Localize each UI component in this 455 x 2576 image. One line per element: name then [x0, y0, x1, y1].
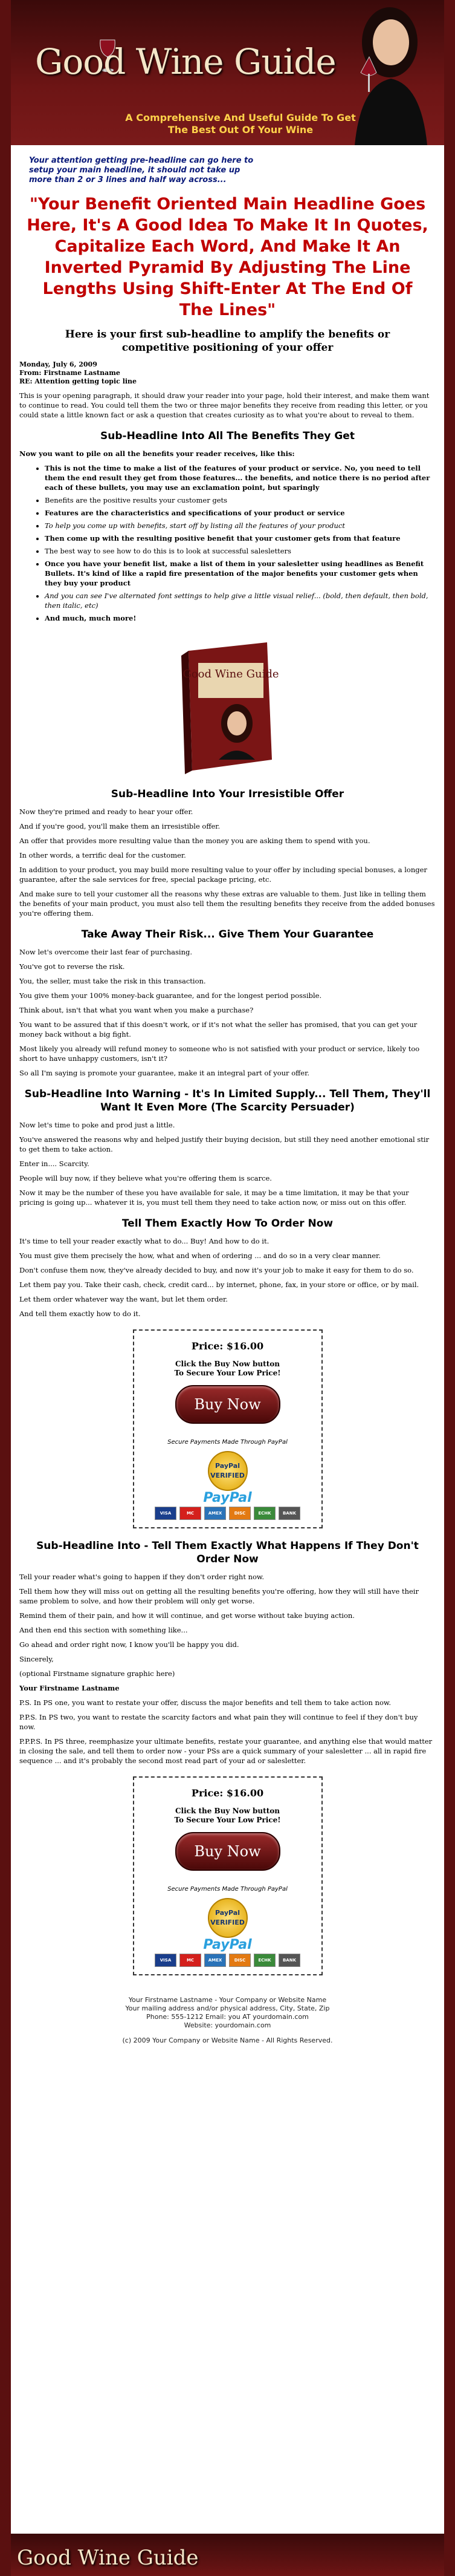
contact-website[interactable]: Website: yourdomain.com: [184, 2021, 271, 2029]
body-paragraph: It's time to tell your reader exactly what to do... Buy! And how to do it.: [19, 1237, 269, 1245]
benefit-bullet: • To help you come up with benefits, start off by listing all the features of your product: [45, 521, 436, 530]
buy-now-button[interactable]: Buy Now: [175, 1385, 280, 1424]
offer-subheadline: Sub-Headline Into Your Irresistible Offer: [111, 788, 344, 800]
scarcity-subheadline: Sub-Headline Into Warning - It's In Limited Supply... Tell Them, They'll Want It Even More (The Scarcity Persuader): [24, 1088, 431, 1114]
benefits-subheadline: Sub-Headline Into All The Benefits They Get: [100, 430, 355, 442]
benefit-bullet: • The best way to see how to do this is to look at successful salesletters: [45, 546, 436, 556]
body-paragraph: And if you're good, you'll make them an irresistible offer.: [19, 822, 221, 830]
guarantee-subheadline: Take Away Their Risk... Give Them Your Guarantee: [81, 928, 374, 941]
body-paragraph: Now they're primed and ready to hear your offer.: [19, 807, 193, 816]
sales-letter: [11, 152, 444, 2046]
main-headline: "Your Benefit Oriented Main Headline Goes Here, It's A Good Idea To Make It In Quotes, Capitalize Each Word, And Make It An Inverted Pyramid By Adjusting The Line Lengths Using Shift-Enter At The End Of The Lines": [27, 195, 428, 319]
body-paragraph: Tell your reader what's going to happen if they don't order right now.: [19, 1573, 265, 1581]
body-paragraph: An offer that provides more resulting value than the money you are asking them to spend with you.: [19, 836, 370, 845]
postscript: P.S. In PS one, you want to restate your offer, discuss the major benefits and tell them to take action now.: [19, 1698, 392, 1707]
paypal-logo-pay: Pay: [203, 1937, 230, 1952]
body-paragraph: And tell them exactly how to do it.: [19, 1309, 141, 1318]
paypal-logo: [134, 1937, 321, 1952]
footer-banner: [11, 2534, 444, 2576]
order-instructions: Click the Buy Now button To Secure Your Low Price!: [174, 1807, 281, 1824]
body-paragraph: Now let's overcome their last fear of purchasing.: [19, 948, 193, 956]
mastercard-card-icon: MC: [179, 1954, 201, 1967]
payment-cards: [134, 1507, 321, 1520]
postscript: P.P.P.S. In PS three, reemphasize your ultimate benefits, restate your guarantee, and anything else that would matter in closing the sale, and tell them to order now - your PSs are a quick summary of your salesletter ... all in rapid fire sequence ... and it's probably the second most read part of your ad or salesletter.: [19, 1737, 433, 1765]
paypal-logo-pal: Pal: [229, 1490, 252, 1505]
opening-paragraph: This is your opening paragraph, it should draw your reader into your page, hold their interest, and make them want to continue to read. You could tell them the two or three major benefits they receive from reading this letter, or you could state a little known fact or ask a question that creates curiosity as to what you're about to reveal to them.: [19, 391, 430, 419]
body-paragraph: Let them order whatever way the want, but let them order.: [19, 1295, 228, 1303]
body-paragraph: Think about, isn't that what you want when you make a purchase?: [19, 1006, 254, 1014]
body-paragraph: You've got to reverse the risk.: [19, 962, 125, 971]
benefit-bullet: • Features are the characteristics and specifications of your product or service: [45, 508, 436, 518]
first-subheadline: Here is your first sub-headline to amplify the benefits or competitive positioning of your offer: [65, 328, 390, 354]
order-box: [133, 1776, 323, 1975]
secure-payments-text: Secure Payments Made Through PayPal: [167, 1439, 288, 1446]
body-paragraph: You must give them precisely the how, what and when of ordering ... and do so in a very clear manner.: [19, 1251, 381, 1260]
bank-card-icon: BANK: [279, 1507, 300, 1520]
price-label: Price: $16.00: [191, 1340, 264, 1352]
body-paragraph: Tell them how they will miss out on getting all the resulting benefits you're offering, how they will still have their same problem to solve, and how their problem will only get worse.: [19, 1587, 419, 1605]
benefit-bullet: • Once you have your benefit list, make a list of them in your salesletter using headlines as Benefit Bullets. It's kind of like a rapid fire presentation of the major benefits your customer gets when they buy your product: [45, 559, 436, 588]
contact-phone-email: Phone: 555-1212 Email: you AT yourdomain.com: [146, 2013, 309, 2021]
secure-payments-text: Secure Payments Made Through PayPal: [167, 1886, 288, 1893]
letter-re: RE: Attention getting topic line: [19, 377, 137, 385]
letter-date: Monday, July 6, 2009: [19, 360, 97, 368]
paypal-verified-seal: PayPal VERIFIED: [208, 1451, 248, 1491]
copyright: (c) 2009 Your Company or Website Name - All Rights Reserved.: [122, 2036, 333, 2044]
signature-name: Your Firstname Lastname: [19, 1684, 120, 1692]
body-paragraph: In other words, a terrific deal for the customer.: [19, 851, 186, 859]
body-paragraph: (optional Firstname signature graphic here): [19, 1669, 175, 1678]
body-paragraph: Don't confuse them now, they've already decided to buy, and now it's your job to make it easy for them to do so.: [19, 1266, 414, 1274]
header-banner: [11, 0, 444, 145]
price-label: Price: $16.00: [191, 1787, 264, 1799]
order-subheadline: Tell Them Exactly How To Order Now: [121, 1218, 334, 1230]
amex-card-icon: AMEX: [204, 1954, 226, 1967]
echeck-card-icon: ECHK: [254, 1507, 276, 1520]
body-paragraph: And make sure to tell your customer all the reasons why these extras are valuable to them. Just like in telling them the benefits of your main product, you must also tell them the resulting benefits they receive from the added bonuses you're offering them.: [19, 890, 435, 918]
body-paragraph: Remind them of their pain, and how it will continue, and get worse without take buying action.: [19, 1611, 355, 1620]
body-paragraph: Sincerely,: [19, 1655, 54, 1663]
ebook-cover-image: [170, 639, 285, 778]
contact-name: Your Firstname Lastname - Your Company or Website Name: [128, 1996, 327, 2004]
body-paragraph: Enter in.... Scarcity.: [19, 1159, 89, 1168]
paypal-verified-seal: PayPal VERIFIED: [208, 1898, 248, 1938]
visa-card-icon: VISA: [155, 1954, 176, 1967]
letter-from: From: Firstname Lastname: [19, 369, 120, 377]
pre-headline: Your attention getting pre-headline can go here to setup your main headline, it should not take up more than 2 or 3 lines and half way across...: [29, 156, 254, 184]
discover-card-icon: DISC: [229, 1507, 251, 1520]
body-paragraph: And then end this section with something like...: [19, 1626, 188, 1634]
body-paragraph: So all I'm saying is promote your guarantee, make it an integral part of your offer.: [19, 1069, 310, 1077]
payment-cards: [134, 1954, 321, 1967]
benefit-bullet: • And much, much more!: [45, 613, 436, 623]
body-paragraph: People will buy now, if they believe what you're offering them is scarce.: [19, 1174, 272, 1182]
paypal-logo: [134, 1490, 321, 1505]
body-paragraph: Let them pay you. Take their cash, check, credit card... by internet, phone, fax, in your store or office, or by mail.: [19, 1280, 419, 1289]
benefit-bullet: • And you can see I've alternated font settings to help give a little visual relief... (bold, then default, then bold, then italic, etc): [45, 591, 436, 610]
body-paragraph: Go ahead and order right now, I know you'll be happy you did.: [19, 1640, 239, 1649]
footer-title: Good Wine Guide: [17, 2546, 199, 2570]
order-box: [133, 1329, 323, 1528]
body-paragraph: In addition to your product, you may build more resulting value to your offer by including special bonuses, a longer guarantee, after the sale services for free, special package pricing, etc.: [19, 866, 427, 884]
echeck-card-icon: ECHK: [254, 1954, 276, 1967]
no-order-subheadline: Sub-Headline Into - Tell Them Exactly What Happens If They Don't Order Now: [36, 1540, 419, 1565]
body-paragraph: You want to be assured that if this doesn't work, or if it's not what the seller has promised, that you can get your money back without a big fight.: [19, 1020, 418, 1039]
discover-card-icon: DISC: [229, 1954, 251, 1967]
body-paragraph: Now let's time to poke and prod just a little.: [19, 1121, 175, 1129]
book-title: Good Wine Guide: [182, 668, 279, 680]
header-title: Good Wine Guide: [35, 41, 336, 82]
bank-card-icon: BANK: [279, 1954, 300, 1967]
body-paragraph: Now it may be the number of these you have available for sale, it may be a time limitation, it may be that your pricing is going up... whatever it is, you must tell them they need to take action now, or miss out on this offer.: [19, 1189, 409, 1207]
paypal-logo-pay: Pay: [203, 1490, 230, 1505]
mastercard-card-icon: MC: [179, 1507, 201, 1520]
body-paragraph: You, the seller, must take the risk in this transaction.: [19, 977, 206, 985]
order-instructions: Click the Buy Now button To Secure Your Low Price!: [174, 1360, 281, 1377]
buy-now-button[interactable]: Buy Now: [175, 1832, 280, 1871]
body-paragraph: You give them your 100% money-back guarantee, and for the longest period possible.: [19, 991, 322, 1000]
benefit-bullet: • This is not the time to make a list of the features of your product or service. No, you need to tell them the end result they get from those features... the benefits, and notice there is no period after each of these bullets, you may use an exclamation point, but sparingly: [45, 463, 436, 492]
header-tagline: A Comprehensive And Useful Guide To Get The Best Out Of Your Wine: [125, 112, 356, 135]
paypal-logo-pal: Pal: [229, 1937, 252, 1952]
visa-card-icon: VISA: [155, 1507, 176, 1520]
benefits-list: [19, 463, 436, 623]
page: [11, 0, 444, 2576]
benefit-bullet: • Then come up with the resulting positive benefit that your customer gets from that feature: [45, 533, 436, 543]
body-paragraph: You've answered the reasons why and helped justify their buying decision, but still they need another emotional stir to get them to take action.: [19, 1135, 430, 1153]
contact-block: [19, 1996, 436, 2030]
benefit-bullet: • Benefits are the positive results your customer gets: [45, 495, 436, 505]
amex-card-icon: AMEX: [204, 1507, 226, 1520]
postscript: P.P.S. In PS two, you want to restate the scarcity factors and what pain they will continue to feel if they don't buy now.: [19, 1713, 418, 1731]
contact-address: Your mailing address and/or physical address, City, State, Zip: [125, 2004, 330, 2012]
body-paragraph: Most likely you already will refund money to someone who is not satisfied with your product or service, likely too short to have unhappy customers, isn't it?: [19, 1045, 420, 1063]
benefits-lead: Now you want to pile on all the benefits your reader receives, like this:: [19, 449, 295, 458]
